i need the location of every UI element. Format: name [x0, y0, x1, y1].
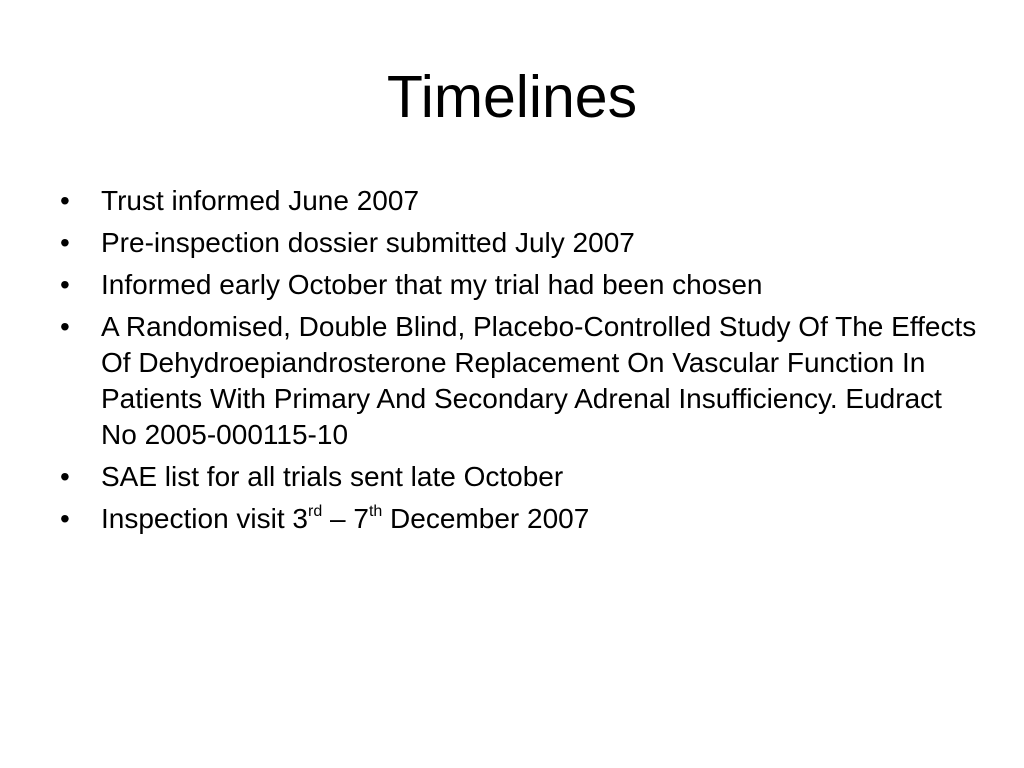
bullet-icon: • — [60, 503, 70, 534]
bullet-list — [54, 183, 984, 543]
bullet-text: Informed early October that my trial had been chosen — [101, 269, 763, 300]
slide-title: Timelines — [386, 64, 638, 130]
list-item — [54, 309, 984, 453]
list-item — [54, 183, 984, 219]
bullet-icon: • — [60, 461, 70, 492]
bullet-icon: • — [60, 185, 70, 216]
bullet-icon: • — [60, 269, 70, 300]
ordinal-suffix-rd: rd — [308, 503, 323, 520]
bullet-text: Pre-inspection dossier submitted July 2007 — [101, 227, 635, 258]
ordinal-suffix-th: th — [368, 503, 383, 520]
list-item — [54, 501, 984, 537]
inspection-prefix: Inspection visit 3 — [101, 503, 308, 534]
bullet-icon: • — [60, 227, 70, 258]
bullet-text-inspection — [101, 501, 984, 537]
inspection-middle: – 7 — [322, 503, 369, 534]
bullet-text: A Randomised, Double Blind, Placebo-Controlled Study Of The Effects Of Dehydroepiandrosterone Replacement On Vascular Function In Patients With Primary And Secondary Adrenal Insufficiency. Eudract No 2005-000115-10 — [101, 311, 977, 450]
list-item — [54, 459, 984, 495]
list-item — [54, 267, 984, 303]
bullet-icon: • — [60, 311, 70, 342]
list-item — [54, 225, 984, 261]
bullet-text: Trust informed June 2007 — [101, 185, 420, 216]
bullet-text: SAE list for all trials sent late October — [101, 461, 564, 492]
inspection-suffix: December 2007 — [382, 503, 590, 534]
